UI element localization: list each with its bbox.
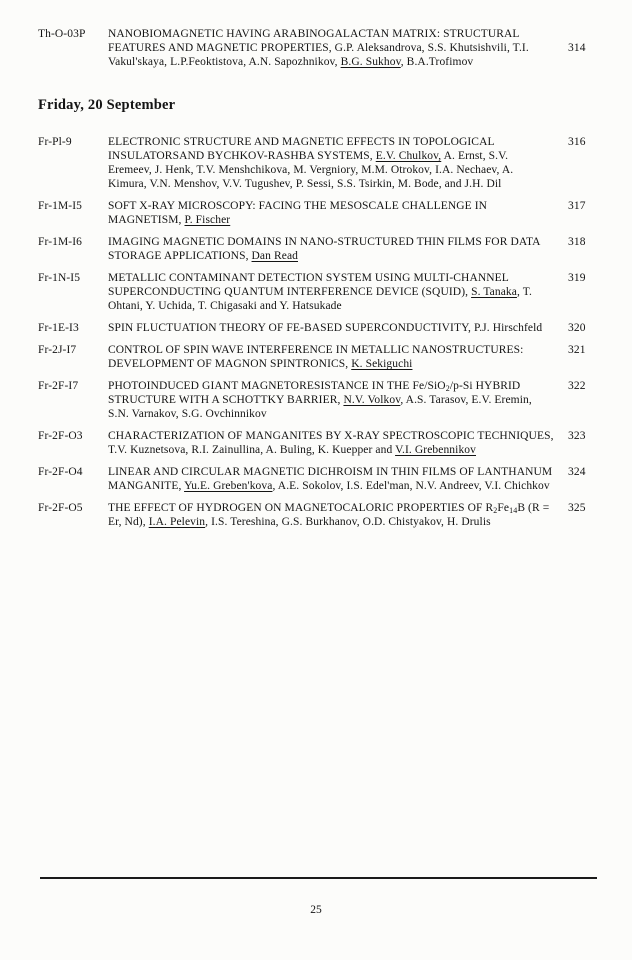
author-underlined: N.V. Volkov	[343, 394, 401, 406]
title-text: SOFT X-RAY MICROSCOPY: FACING THE MESOSCALE CHALLENGE IN MAGNETISM,	[108, 200, 488, 226]
entry-page-number: 321	[568, 344, 586, 356]
author-underlined: P. Fischer	[184, 214, 231, 226]
toc-entry	[38, 27, 614, 69]
entry-page-number: 316	[568, 136, 586, 148]
title-text: , A.E. Sokolov, I.S. Edel'man, N.V. Andreev, V.I. Chichkov	[272, 480, 550, 492]
title-text: , T. Ohtani, Y. Uchida, T. Chigasaki and Y. Hatsukade	[108, 286, 532, 312]
entry-title	[108, 429, 566, 457]
entry-title	[108, 501, 566, 529]
entry-page-number: 324	[568, 466, 586, 478]
title-text: LINEAR AND CIRCULAR MAGNETIC DICHROISM IN THIN FILMS OF LANTHANUM MANGANITE,	[108, 466, 553, 492]
entry-code: Fr-2J-I7	[38, 344, 77, 356]
entry-page-number: 320	[568, 322, 586, 334]
page-number: 25	[310, 904, 322, 916]
entry-page-number: 317	[568, 200, 586, 212]
toc-entry	[38, 379, 614, 421]
toc-pre-section	[38, 27, 614, 69]
entry-title	[108, 343, 566, 371]
author-underlined: K. Sekiguchi	[351, 358, 413, 370]
author-underlined: V.I. Grebennikov	[395, 444, 476, 456]
author-underlined: Yu.E. Greben'kova	[184, 480, 273, 492]
toc-entry	[38, 465, 614, 493]
title-text: /p-Si HYBRID STRUCTURE WITH A SCHOTTKY BARRIER,	[108, 380, 521, 406]
title-text: CONTROL OF SPIN WAVE INTERFERENCE IN METALLIC NANOSTRUCTURES: DEVELOPMENT OF MAGNON SPINTRONICS,	[108, 344, 524, 370]
author-underlined: S. Tanaka	[471, 286, 517, 298]
entry-code: Fr-2F-I7	[38, 380, 79, 392]
author-underlined: E.V. Chulkov,	[375, 150, 442, 162]
author-underlined: I.A. Pelevin	[148, 516, 206, 528]
title-text: , I.S. Tereshina, G.S. Burkhanov, O.D. Chistyakov, H. Drulis	[205, 516, 491, 528]
entry-code: Fr-1M-I6	[38, 236, 83, 248]
toc	[38, 27, 614, 537]
subscript-text: 14	[509, 506, 518, 515]
toc-entry	[38, 501, 614, 529]
entry-page-number: 319	[568, 272, 586, 284]
title-text: NANOBIOMAGNETIC HAVING ARABINOGALACTAN MATRIX: STRUCTURAL FEATURES AND MAGNETIC PROPERTIES, G.P. Aleksandrova, S.S. Khutsishvili, T.I. Vakul'skaya, L.P.Feoktistova, A.N. Sapozhnikov,	[108, 28, 529, 68]
entry-code: Fr-Pl-9	[38, 136, 72, 148]
entry-code: Fr-2F-O3	[38, 430, 83, 442]
entry-title	[108, 199, 566, 227]
toc-entries	[38, 135, 614, 529]
toc-entry	[38, 343, 614, 371]
entry-code: Fr-2F-O5	[38, 502, 83, 514]
entry-code: Th-O-03P	[38, 28, 86, 40]
toc-entry	[38, 429, 614, 457]
entry-page-number: 323	[568, 430, 586, 442]
entry-title	[108, 135, 566, 191]
entry-page-number: 325	[568, 502, 586, 514]
author-underlined: Dan Read	[251, 250, 298, 262]
title-text: B (R = Er, Nd),	[108, 502, 550, 528]
entry-title	[108, 465, 566, 493]
entry-title	[108, 235, 566, 263]
title-text: ELECTRONIC STRUCTURE AND MAGNETIC EFFECTS IN TOPOLOGICAL INSULATORSAND BYCHKOV-RASHBA SYSTEMS,	[108, 136, 495, 162]
title-text: , B.A.Trofimov	[400, 56, 474, 68]
entry-title	[108, 271, 566, 313]
title-text: IMAGING MAGNETIC DOMAINS IN NANO-STRUCTURED THIN FILMS FOR DATA STORAGE APPLICATIONS,	[108, 236, 540, 262]
title-text: SPIN FLUCTUATION THEORY OF FE-BASED SUPERCONDUCTIVITY, P.J. Hirschfeld	[108, 322, 543, 334]
entry-title	[108, 379, 566, 421]
toc-entry	[38, 321, 614, 335]
subscript-text: 2	[493, 506, 498, 515]
toc-entry	[38, 235, 614, 263]
toc-entry	[38, 135, 614, 191]
entry-title	[108, 27, 566, 69]
entry-page-number: 318	[568, 236, 586, 248]
subscript-text: 2	[445, 384, 450, 393]
footer-rule	[40, 877, 597, 879]
title-text: THE EFFECT OF HYDROGEN ON MAGNETOCALORIC PROPERTIES OF R	[108, 502, 494, 514]
entry-code: Fr-1M-I5	[38, 200, 83, 212]
toc-entry	[38, 271, 614, 313]
entry-code: Fr-2F-O4	[38, 466, 83, 478]
toc-entry	[38, 199, 614, 227]
entry-page-number: 322	[568, 380, 586, 392]
author-underlined: B.G. Sukhov	[340, 56, 401, 68]
entry-title	[108, 321, 566, 335]
title-text: CHARACTERIZATION OF MANGANITES BY X-RAY SPECTROSCOPIC TECHNIQUES, T.V. Kuznetsova, R.I. Zainullina, A. Buling, K. Kuepper and	[108, 430, 554, 456]
entry-code: Fr-1E-I3	[38, 322, 79, 334]
section-heading: Friday, 20 September	[38, 97, 176, 113]
title-text: , A.S. Tarasov, E.V. Eremin, S.N. Varnakov, S.G. Ovchinnikov	[108, 394, 532, 420]
entry-page-number: 314	[568, 42, 586, 54]
title-text: METALLIC CONTAMINANT DETECTION SYSTEM USING MULTI-CHANNEL SUPERCONDUCTING QUANTUM INTERFERENCE DEVICE (SQUID),	[108, 272, 509, 298]
entry-code: Fr-1N-I5	[38, 272, 81, 284]
title-text: PHOTOINDUCED GIANT MAGNETORESISTANCE IN THE Fe/SiO	[108, 380, 446, 392]
title-text: A. Ernst, S.V. Eremeev, J. Henk, T.V. Menshchikova, M. Vergniory, M.M. Otrokov, I.A. Nechaev, A. Kimura, V.N. Menshov, V.V. Tugushev, P. Sessi, S.S. Tsirkin, M. Bode, and J.H. Dil	[108, 150, 514, 190]
title-text: Fe	[497, 502, 510, 514]
